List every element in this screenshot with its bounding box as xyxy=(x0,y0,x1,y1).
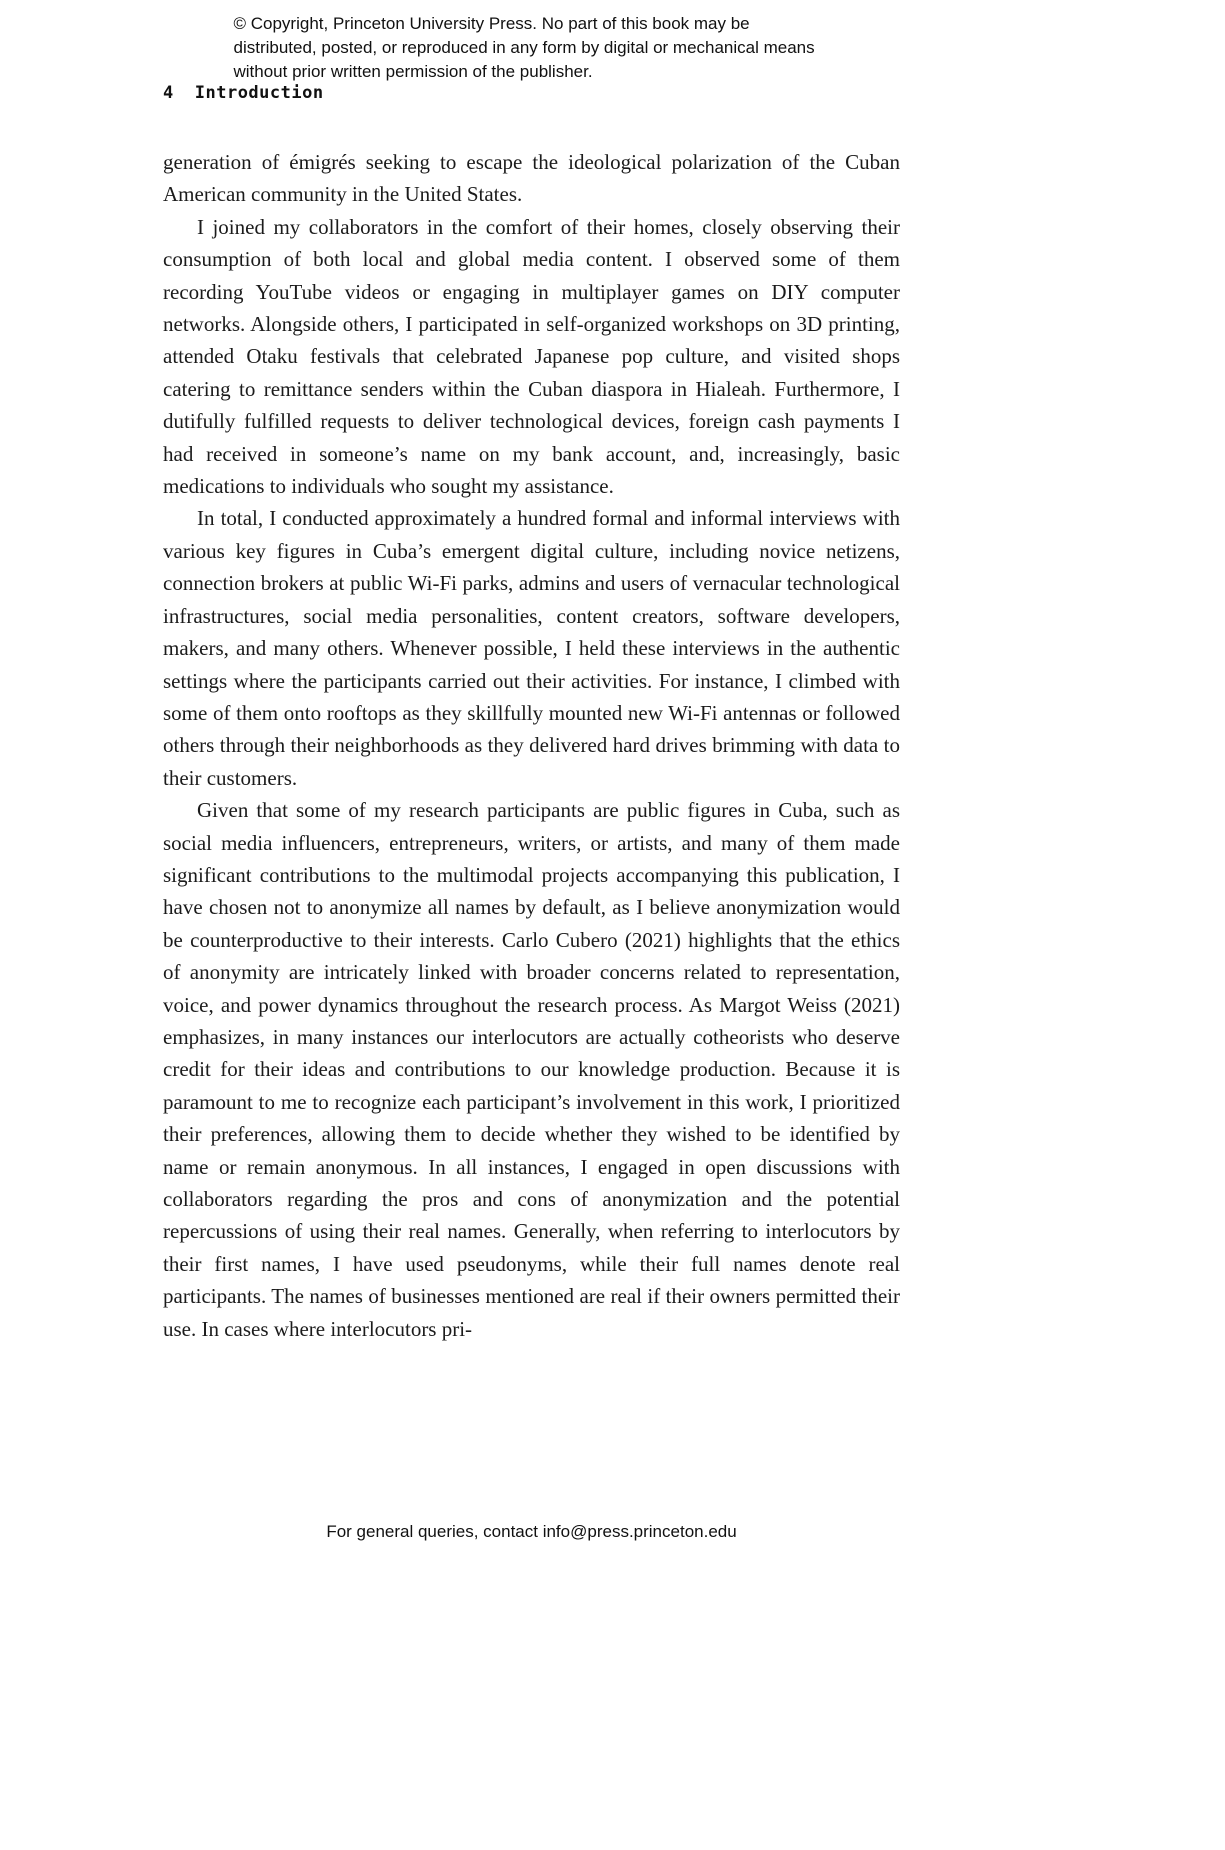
footer-contact: For general queries, contact info@press.princeton.edu xyxy=(326,1522,737,1541)
chapter-title: Introduction xyxy=(194,83,324,103)
body-paragraph: Given that some of my research participants are public figures in Cuba, such as social media influencers, entrepreneurs, writers, or artists, and many of them made significant contributions to the multimodal projects accompanying this publication, I have chosen not to anonymize all names by default, as I believe anonymization would be counterproductive to their interests. Carlo Cubero (2021) highlights that the ethics of anonymity are intricately linked with broader concerns related to representation, voice, and power dynamics throughout the research process. As Margot Weiss (2021) emphasizes, in many instances our interlocutors are actually cotheorists who deserve credit for their ideas and contributions to our knowledge production. Because it is paramount to me to recognize each participant’s involvement in this work, I prioritized their preferences, allowing them to decide whether they wished to be identified by name or remain anonymous. In all instances, I engaged in open discussions with collaborators regarding the pros and cons of anonymization and the potential repercussions of using their real names. Generally, when referring to interlocutors by their first names, I have used pseudonyms, while their full names denote real participants. The names of businesses mentioned are real if their owners permitted their use. In cases where interlocutors pri- xyxy=(163,798,900,1341)
copyright-block xyxy=(163,12,900,84)
body-paragraph: generation of émigrés seeking to escape the ideological polarization of the Cuban American community in the United States. xyxy=(163,150,900,207)
page-number: 4 xyxy=(163,83,174,103)
copyright-notice: © Copyright, Princeton University Press. No part of this book may be distributed, posted, or reproduced in any form by digital or mechanical means without prior written permission of the publisher. xyxy=(233,14,815,81)
body-paragraph: In total, I conducted approximately a hundred formal and informal interviews with various key figures in Cuba’s emergent digital culture, including novice netizens, connection brokers at public Wi-Fi parks, admins and users of vernacular technological infrastructures, social media personalities, content creators, software developers, makers, and many others. Whenever possible, I held these interviews in the authentic settings where the participants carried out their activities. For instance, I climbed with some of them onto rooftops as they skillfully mounted new Wi-Fi antennas or followed others through their neighborhoods as they delivered hard drives brimming with data to their customers. xyxy=(163,506,900,790)
body-paragraph: I joined my collaborators in the comfort of their homes, closely observing their consumption of both local and global media content. I observed some of them recording YouTube videos or engaging in multiplayer games on DIY computer networks. Alongside others, I participated in self-organized workshops on 3D printing, attended Otaku festivals that celebrated Japanese pop culture, and visited shops catering to remittance senders within the Cuban diaspora in Hialeah. Furthermore, I dutifully fulfilled requests to deliver technological devices, foreign cash payments I had received in someone’s name on my bank account, and, increasingly, basic medications to individuals who sought my assistance. xyxy=(163,214,900,499)
running-head xyxy=(163,83,324,103)
body-text xyxy=(163,146,900,1345)
